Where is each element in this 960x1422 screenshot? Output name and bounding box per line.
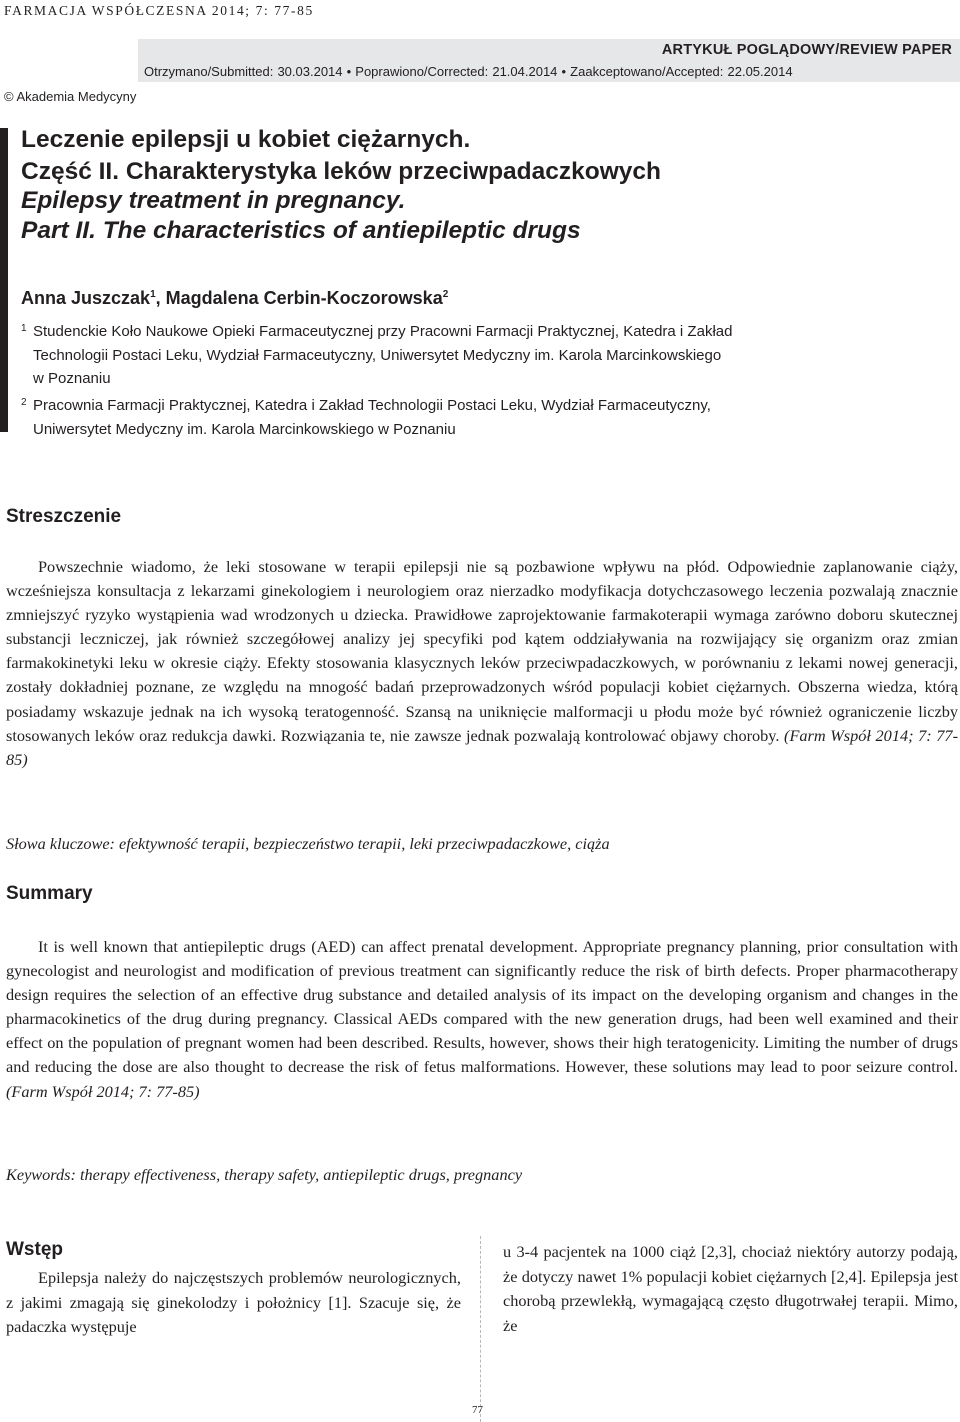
author-name: Anna Juszczak bbox=[21, 288, 151, 308]
abstract-english-citation: (Farm Współ 2014; 7: 77-85) bbox=[6, 1081, 200, 1101]
affiliation-line: Pracownia Farmacji Praktycznej, Katedra i Zakład Technologii Postaci Leku, Wydział Farmaceutyczny, bbox=[33, 397, 711, 414]
title-english-line1: Epilepsy treatment in pregnancy. bbox=[21, 187, 406, 214]
abstract-english-body: It is well known that antiepileptic drugs (AED) can affect prenatal development. Appropriate pregnancy planning, prior consultation with gynecologist and neurologist and modification of previous treatment can significantly reduce the risk of birth defects. Proper pharmacotherapy design requires the selection of an effective drug substance and detailed analysis of its impact on the developing organism and changes in the pharmacokinetics of the drug during pregnancy. Classical AEDs compared with the new generation drugs, had been well examined and their effect on the population of pregnant women had been described. Results, however, shows their high teratogenicity. Limiting the number of drugs and reducing the dose are also thought to decrease the risk of fetus malformations. However, these solutions may lead to poor seizure control. bbox=[6, 937, 958, 1077]
affiliation-number: 1 bbox=[21, 323, 27, 334]
affiliation-number: 2 bbox=[21, 397, 27, 408]
title-sidebar-rule bbox=[0, 128, 8, 432]
title-english bbox=[21, 186, 581, 246]
affiliation-line: Uniwersytet Medyczny im. Karola Marcinkowskiego w Poznaniu bbox=[33, 420, 456, 438]
author-name: Magdalena Cerbin-Koczorowska bbox=[165, 288, 443, 308]
abstract-polish-body: Powszechnie wiadomo, że leki stosowane w terapii epilepsji nie są pozbawione wpływu na płód. Odpowiednie zaplanowanie ciąży, wcześniejsza konsultacja z lekarzami ginekologiem i neurologiem oraz nierzadko modyfikacja dotychczasowego leczenia pozwalają znacznie zmniejszyć ryzyko wystąpienia wad wrodzonych u dziecka. Prawidłowe zaprojektowanie farmakoterapii wymaga zarówno doboru skutecznej substancji leczniczej, jak również szczegółowej analizy jej specyfiki pod kątem oddziaływania na rozwijający się organizm oraz zmian farmakokinetyki leku w okresie ciąży. Efekty stosowania klasycznych leków przeciwpadaczkowych, w porównaniu z lekami nowej generacji, zostały dokładniej poznane, ze względu na mnogość badań przeprowadzonych wśród populacji kobiet ciężarnych. Obszerna wiedza, którą posiadamy wskazuje jednak na ich wysoką teratogenność. Szansą na uniknięcie malformacji u płodu może być również ograniczenie liczby stosowanych leków oraz redukcja dawki. Rozwiązania te, nie zawsze jednak pozwalają kontrolować objawy choroby. bbox=[6, 557, 958, 745]
column-divider bbox=[480, 1236, 481, 1422]
section-heading-streszczenie: Streszczenie bbox=[6, 506, 122, 527]
author-affiliation-mark: 2 bbox=[442, 289, 449, 300]
title-polish-line2: Część II. Charakterystyka leków przeciwpadaczkowych bbox=[21, 158, 662, 185]
journal-citation: FARMACJA WSPÓŁCZESNA 2014; 7: 77-85 bbox=[4, 3, 314, 18]
affiliation-line: w Poznaniu bbox=[33, 370, 111, 387]
abstract-english bbox=[6, 935, 958, 1104]
publisher-copyright: © Akademia Medycyny bbox=[4, 89, 137, 104]
article-dates: Otrzymano/Submitted: 30.03.2014 • Poprawiono/Corrected: 21.04.2014 • Zaakceptowano/Accepted: 22.05.2014 bbox=[144, 64, 793, 79]
author-affiliation-mark: 1 bbox=[150, 289, 156, 300]
abstract-polish bbox=[6, 555, 958, 772]
article-type: ARTYKUŁ POGLĄDOWY/REVIEW PAPER bbox=[661, 42, 952, 58]
keywords-english: Keywords: therapy effectiveness, therapy safety, antiepileptic drugs, pregnancy bbox=[6, 1165, 523, 1184]
title-polish bbox=[21, 124, 661, 188]
authors bbox=[21, 288, 448, 309]
title-polish-line1: Leczenie epilepsji u kobiet ciężarnych. bbox=[21, 126, 471, 153]
author-separator: , bbox=[155, 288, 166, 308]
intro-right-column: u 3-4 pacjentek na 1000 ciąż [2,3], chociaż niektóry autorzy podają, że dotyczy nawet 1% populacji kobiet ciężarnych [2,4]. Epilepsja jest chorobą przewlekłą, wymagającą często długotrwałej terapii. Mimo, że bbox=[503, 1242, 958, 1335]
section-heading-wstep: Wstęp bbox=[6, 1239, 63, 1260]
affiliation-line: Studenckie Koło Naukowe Opieki Farmaceutycznej przy Pracowni Farmacji Praktycznej, Katedra i Zakład bbox=[33, 323, 733, 340]
title-english-line2: Part II. The characteristics of antiepileptic drugs bbox=[21, 217, 581, 244]
affiliation-line: Technologii Postaci Leku, Wydział Farmaceutyczny, Uniwersytet Medyczny im. Karola Marcinkowskiego bbox=[33, 346, 722, 364]
intro-left-column: Epilepsja należy do najczęstszych problemów neurologicznych, z jakimi zmagają się ginekolodzy i położnicy [1]. Szacuje się, że padaczka występuje bbox=[6, 1268, 461, 1336]
keywords-polish: Słowa kluczowe: efektywność terapii, bezpieczeństwo terapii, leki przeciwpadaczkowe, ciąża bbox=[6, 834, 610, 853]
abstract-polish-citation: (Farm Współ 2014; 7: 77-85) bbox=[6, 725, 958, 769]
page-number: 77 bbox=[472, 1404, 483, 1416]
section-heading-summary: Summary bbox=[6, 883, 93, 904]
